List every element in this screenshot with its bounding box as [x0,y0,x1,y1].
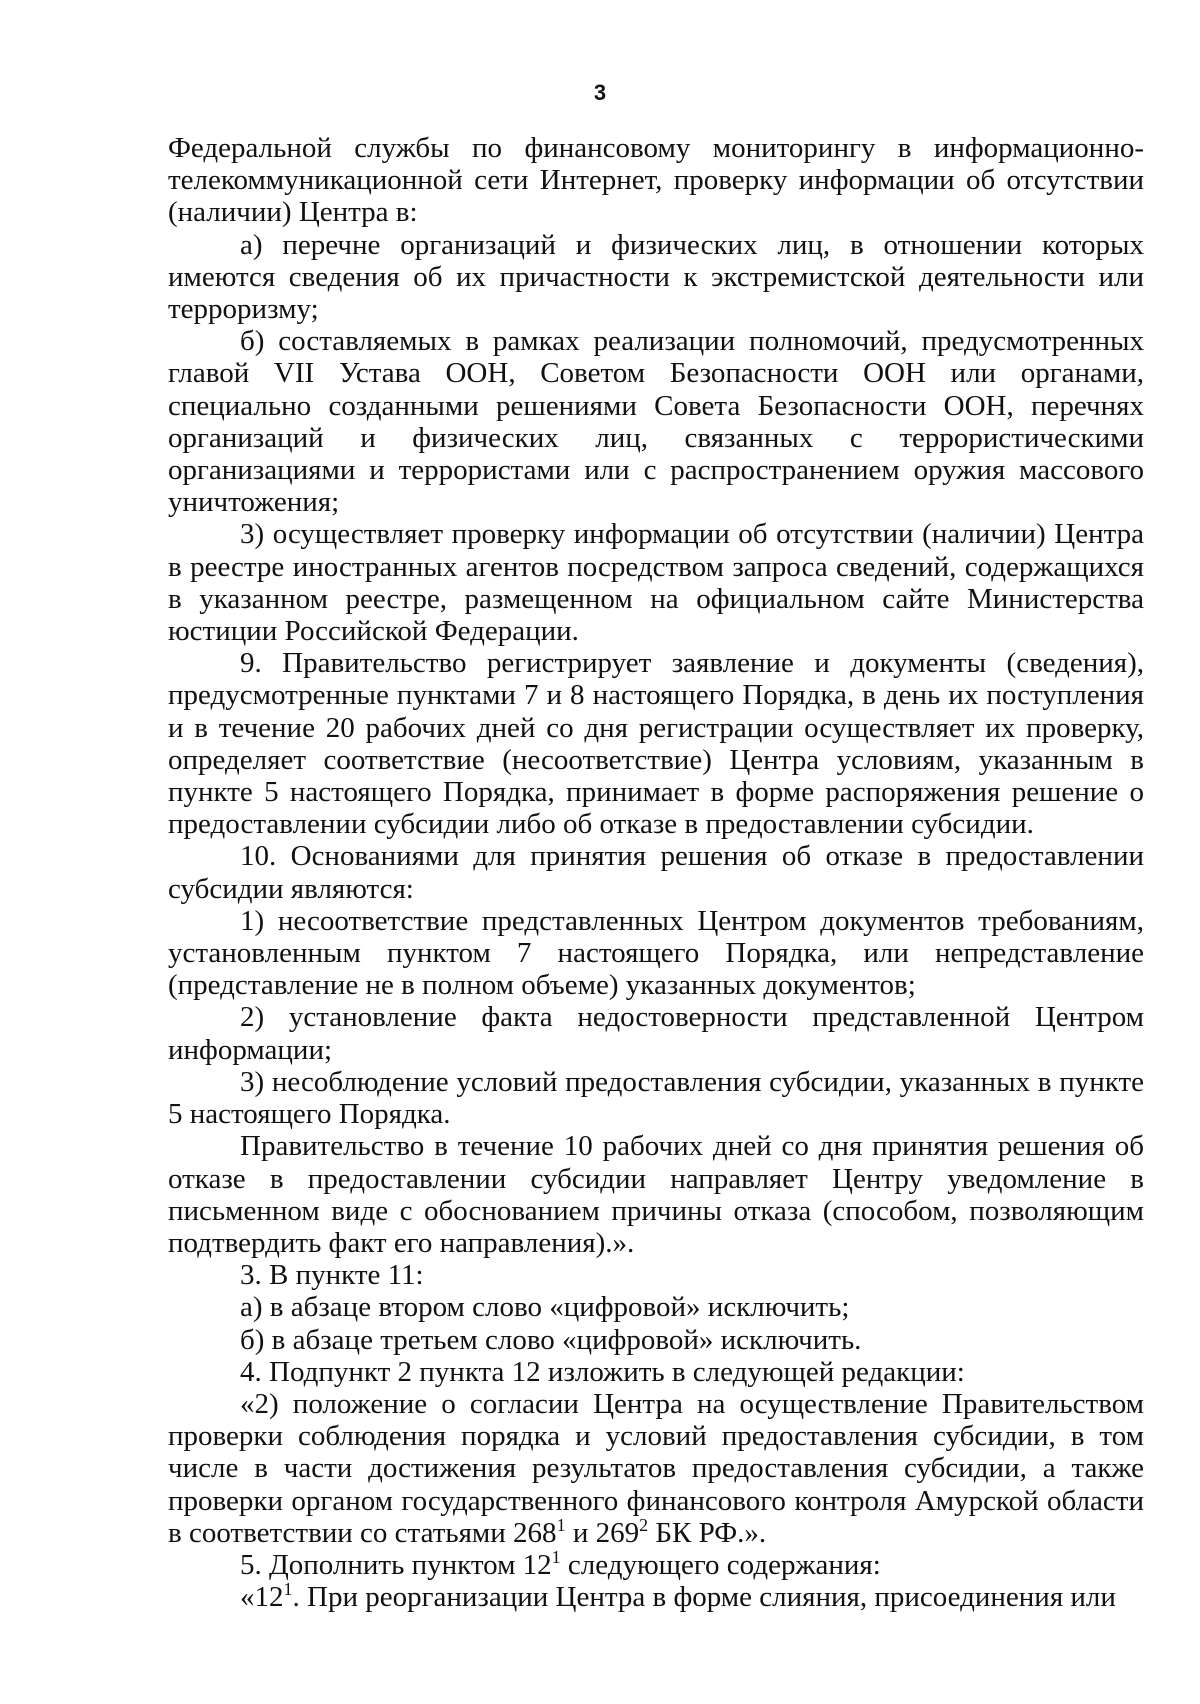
superscript: 2 [639,1514,649,1535]
paragraph: а) в абзаце втором слово «цифровой» исключить; [240,1291,850,1324]
paragraph [168,1546,1144,1581]
paragraph [168,1581,1144,1613]
paragraph: 3) несоблюдение условий предоставления субсидии, указанных в пункте 5 настоящего Порядка. [168,1065,1144,1131]
paragraph-text: 5. Дополнить пунктом 12 [240,1548,552,1581]
page-number: 3 [593,80,607,105]
paragraph-text: . При реорганизации Центра в форме слияния, присоединения или [292,1581,1116,1614]
paragraph: Правительство в течение 10 рабочих дней со дня принятия решения об отказе в предоставлении субсидии направляет Центру уведомление в письменном виде с обоснованием причины отказа (способом, позволяющим подтвердить факт его направления).». [168,1130,1144,1259]
superscript: 1 [283,1579,293,1600]
paragraph: 10. Основаниями для принятия решения об отказе в предоставлении субсидии являются: [168,840,1144,905]
paragraph: 9. Правительство регистрирует заявление и документы (сведения), предусмотренные пунктами 7 и 8 настоящего Порядка, в день их поступления и в течение 20 рабочих дней со дня регистрации осуществляет их проверку, определяет соответствие (несоответствие) Центра условиям, указанным в пункте 5 настоящего Порядка, принимает в форме распоряжения решение о предоставлении субсидии либо об отказе в предоставлении субсидии. [168,647,1144,841]
paragraph-text: следующего содержания: [560,1548,881,1581]
document-body [168,132,1144,1613]
paragraph: б) в абзаце третьем слово «цифровой» исключить. [240,1323,862,1356]
paragraph: 4. Подпункт 2 пункта 12 изложить в следующей редакции: [240,1355,965,1388]
superscript: 1 [551,1546,561,1567]
superscript: 1 [556,1514,566,1535]
paragraph: 3. В пункте 11: [240,1259,424,1292]
paragraph: б) составляемых в рамках реализации полномочий, предусмотренных главой VII Устава ООН, Советом Безопасности ООН или органами, специально созданными решениями Совета Безопасности ООН, перечнях организаций и физических лиц, связанных с террористическими организациями и террористами или с распространением оружия массового уничтожения; [168,325,1144,519]
paragraph: 3) осуществляет проверку информации об отсутствии (наличии) Центра в реестре иностранных агентов посредством запроса сведений, содержащихся в указанном реестре, размещенном на официальном сайте Министерства юстиции Российской Федерации. [168,518,1144,648]
paragraph-text: БК РФ.». [648,1516,767,1549]
paragraph-text: «12 [240,1581,284,1614]
paragraph: Федеральной службы по финансовому мониторингу в информационно-телекоммуникационной сети Интернет, проверку информации об отсутствии (наличии) Центра в: [168,132,1144,229]
paragraph-text: «2) положение о согласии Центра на осуществление Правительством проверки соблюдения порядка и условий предоставления субсидии, в том числе в части достижения результатов предоставления субсидии, а также проверки органом государственного финансового контроля Амурской области в соответствии со статьями 268 [168,1387,1144,1549]
paragraph: 2) установление факта недостоверности представленной Центром информации; [168,1001,1144,1066]
paragraph [168,1388,1144,1549]
paragraph: 1) несоответствие представленных Центром документов требованиям, установленным пунктом 7 настоящего Порядка, или непредставление (представление не в полном объеме) указанных документов; [168,904,1144,1002]
paragraph-text: и 269 [565,1516,640,1549]
paragraph: а) перечне организаций и физических лиц, в отношении которых имеются сведения об их причастности к экстремистской деятельности или терроризму; [168,228,1144,326]
